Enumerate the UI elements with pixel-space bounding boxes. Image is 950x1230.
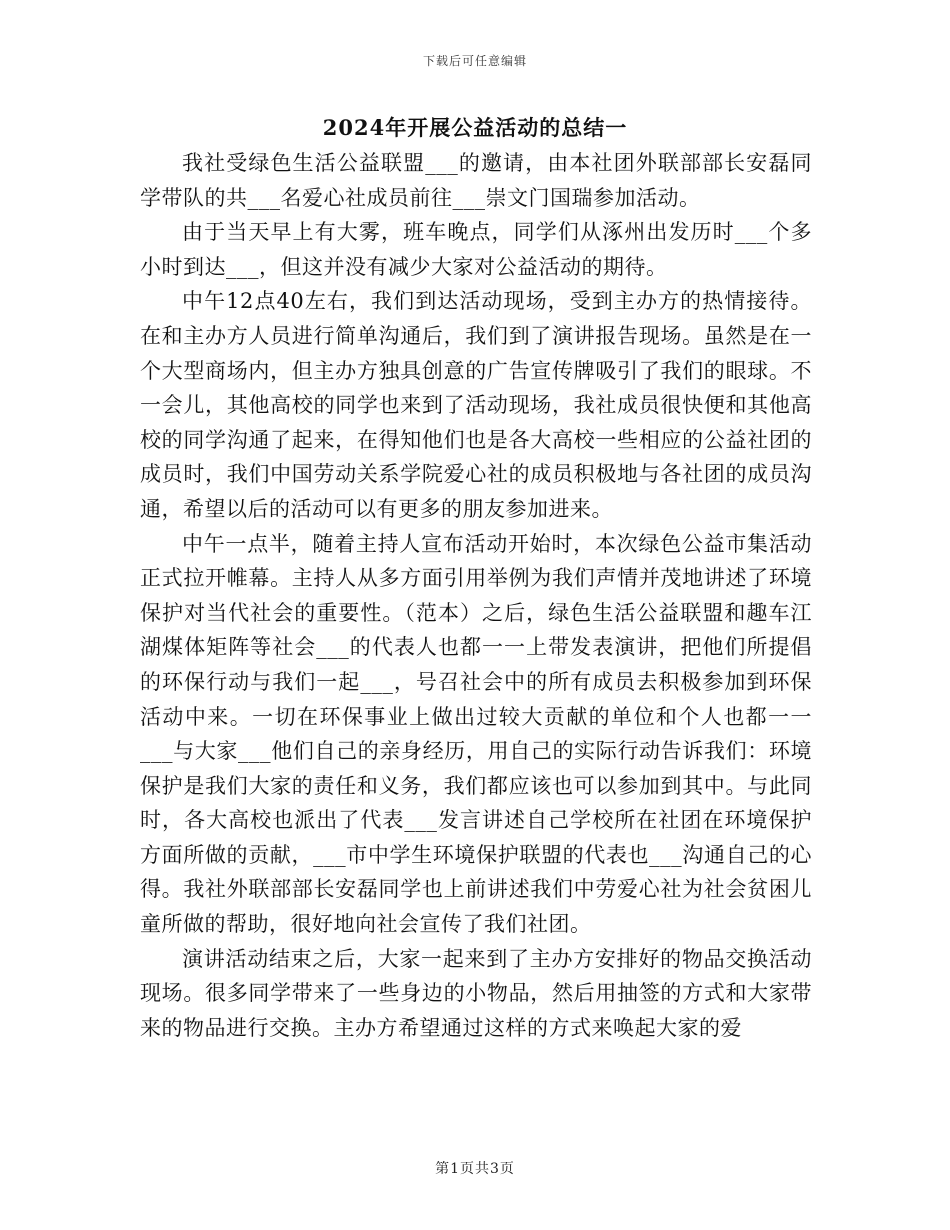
paragraph-3: 中午12点40左右，我们到达活动现场，受到主办方的热情接待。在和主办方人员进行简单沟通后，我们到了演讲报告现场。虽然是在一个大型商场内，但主办方独具创意的广告宣传牌吸引了我们的眼球。不一会儿，其他高校的同学也来到了活动现场，我社成员很快便和其他高校的同学沟通了起来，在得知他们也是各大高校一些相应的公益社团的成员时，我们中国劳动关系学院爱心社的成员积极地与各社团的成员沟通，希望以后的活动可以有更多的朋友参加进来。 [140,289,812,521]
document-title: 2024年开展公益活动的总结一 [322,115,628,140]
paragraph-2: 由于当天早上有大雾，班车晚点，同学们从涿州出发历时___个多小时到达___，但这并没有减少大家对公益活动的期待。 [140,220,812,279]
paragraph-4: 中午一点半，随着主持人宣布活动开始时，本次绿色公益市集活动正式拉开帷幕。主持人从多方面引用举例为我们声情并茂地讲述了环境保护对当代社会的重要性。（范本）之后，绿色生活公益联盟和趣车江湖煤体矩阵等社会___的代表人也都一一上带发表演讲，把他们所提倡的环保行动与我们一起___，号召社会中的所有成员去积极参加到环保活动中来。一切在环保事业上做出过较大贡献的单位和个人也都一一___与大家___他们自己的亲身经历，用自己的实际行动告诉我们：环境保护是我们大家的责任和义务，我们都应该也可以参加到其中。与此同时，各大高校也派出了代表___发言讲述自己学校所在社团在环境保护方面所做的贡献，___市中学生环境保护联盟的代表也___沟通自己的心得。我社外联部部长安磊同学也上前讲述我们中劳爱心社为社会贫困儿童所做的帮助，很好地向社会宣传了我们社团。 [140,531,812,937]
header-note: 下载后可任意编辑 [422,54,527,68]
page-footer: 第1页共3页 [435,1161,515,1177]
paragraph-1: 我社受绿色生活公益联盟___的邀请，由本社团外联部部长安磊同学带队的共___名爱心社成员前往___崇文门国瑞参加活动。 [140,151,812,210]
document-body [140,146,812,1045]
paragraph-5: 演讲活动结束之后，大家一起来到了主办方安排好的物品交换活动现场。很多同学带来了一些身边的小物品，然后用抽签的方式和大家带来的物品进行交换。主办方希望通过这样的方式来唤起大家的爱 [140,946,812,1040]
